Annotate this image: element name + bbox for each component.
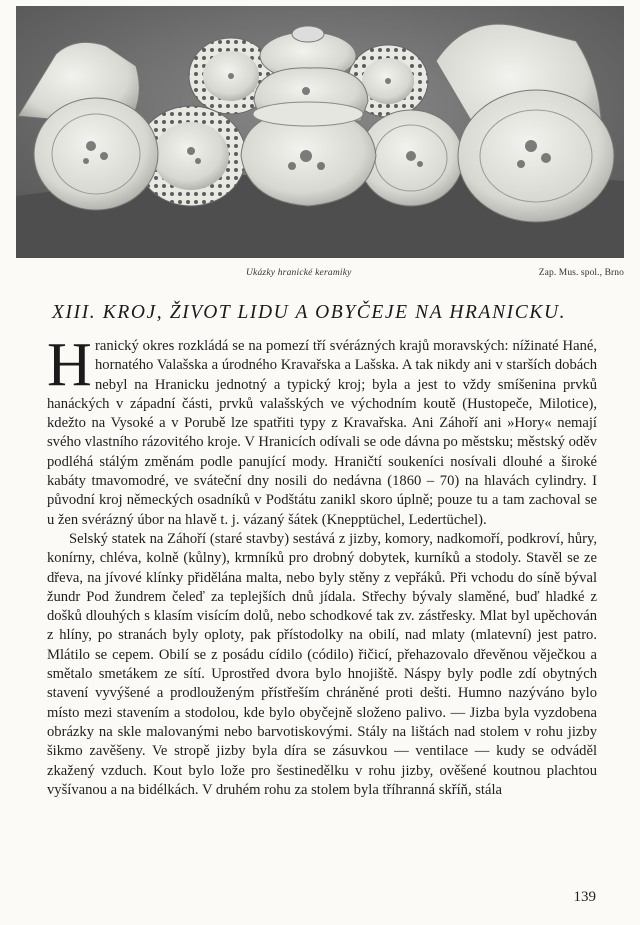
paragraph-1 <box>47 331 597 530</box>
ceramics-photo <box>16 6 624 258</box>
page-number: 139 <box>573 889 596 905</box>
photo-credit: Zap. Mus. spol., Brno <box>538 268 624 278</box>
drop-cap: H <box>47 331 92 399</box>
ceramics-photo-image <box>16 6 624 258</box>
paragraph-1-text: ranický okres rozkládá se na pomezí tří svérázných krajů moravských: nížinaté Hané, hornatého Valašska a úrodného Kravařska a Lašska. A tak nikdy ani v starších dobách nebyl na Hranicku jednotný a typický kroj; byla a jest to vždy smíšenina prvků hanáckých v západní části, prvků valašských ve východním koutě (Hustopeče, Milotice), kdežto na Vysoké a v Porubě lze spatřiti typy z Kravařska. Ani Záhoří ani »Hory« nemají svého vlastního rázovitého kroje. V Hranicích odívali se ode dávna po městsku; městský oděv podléhá stálým změnám podle panující mody. Hraničtí soukeníci nosívali dlouhé a široké kabáty tmavomodré, ve sváteční dny nosili do nedávna (1860 – 70) na hlavách cylindry. I původní kroj německých osadníků v Podštátu zanikl skoro úplně; pouze tu a tam zachoval se u žen svérázný úbor na hlavě t. j. vázaný šátek (Knepptüchel, Ledertüchel). <box>47 338 597 528</box>
chapter-heading: XIII. KROJ, ŽIVOT LIDU A OBYČEJE NA HRANICKU. <box>52 302 567 323</box>
paragraph-2: Selský statek na Záhoří (staré stavby) sestává z jizby, komory, nadkomoří, podkroví, hůry, konírny, chléva, kolně (kůlny), krmníků pro drobný dobytek, kurníků a stodoly. Stavěl se ze dřeva, na jívové klínky přidělána malta, nebo byly stěny z vepřáků. Při vchodu do síně býval žundr Pod žundrem čeleď za teplejších dnů jídala. Střechy bývaly slaměné, buď hladké z došků dlouhých s klasím visícím dolů, nebo schodkové tak zv. zástřesky. Mlat byl upěchován z hlíny, po stranách byly oploty, pak přístodolky na obilí, nad mlaty (mlatevní) jest patro. Mlátilo se cepem. Obilí se z posádu cídilo (códilo) řičicí, přehazovalo dřevěnou věječkou a smětalo smetákem ze sítí. Uprostřed dvora bylo hnojiště. Náspy byly podle zdí obytných stavení vyvýšené a prodlouženým přístřeším chráněné proti dešti. Humno nazýváno bylo místo mezi stavením a stodolou, kde bylo obyčejně složeno palivo. — Jizba byla vyzdobena obrázky na skle malovanými nebo barvotiskovými. Stály na lištách nad stolem v rohu jizby šikmo zavěšeny. Ve stropě jizby byla díra se zásuvkou — ventilace — kudy se odváděl zkažený vzduch. Kout bylo lože pro šestinedělku v rohu jizby, ověšené koutnou plachtou vyšívanou a na bidélkách. V druhém rohu za stolem byla tříhranná skříň, stála <box>47 530 597 798</box>
photo-caption: Ukázky hranické keramiky <box>246 268 352 278</box>
body-text <box>47 331 597 800</box>
